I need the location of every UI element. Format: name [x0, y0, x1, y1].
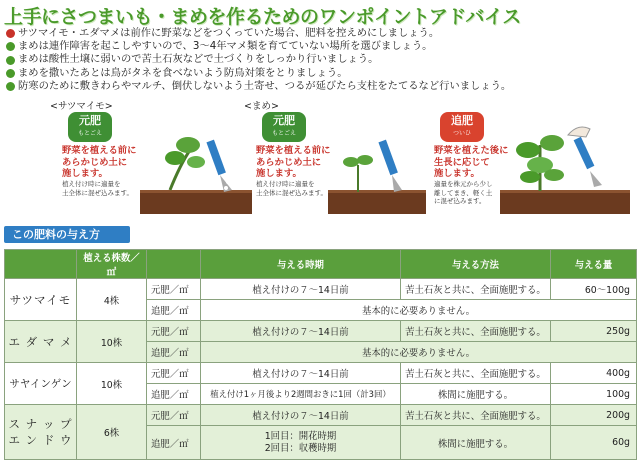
tip-item: まめは連作障害を起こしやすいので、3～4年マメ類を育てていない場所を選びましょう。	[6, 40, 636, 53]
base-fertilizer-note: 植え付け時に適量を 土全体に混ぜ込みます。	[256, 180, 327, 197]
plant-count: 6株	[77, 405, 147, 460]
table-row	[5, 279, 637, 300]
sweet-potato-plant-icon	[150, 120, 250, 195]
table-row	[5, 321, 637, 342]
bullet-icon	[6, 56, 15, 65]
tip-item: まめは酸性土壌に弱いので苦土石灰などで土づくりをしっかり行いましょう。	[6, 53, 636, 66]
table-header-row	[5, 250, 637, 279]
crop-name: ス ナ ッ プ エ ン ド ウ	[5, 405, 77, 460]
bullet-icon	[6, 29, 15, 38]
tip-item: まめを撒いたあとは鳥がタネを食べないよう防鳥対策をとりましょう。	[6, 67, 636, 80]
timing-cell: 植え付けの７～14日前	[201, 363, 401, 384]
crop-name: サツマイモ	[5, 279, 77, 321]
bean-label: <まめ>	[244, 101, 279, 112]
base-fertilizer-text: 野菜を植える前に あらかじめ土に 施します。	[256, 145, 331, 179]
column-header: 与える方法	[401, 250, 551, 279]
grown-plant-icon	[510, 115, 630, 195]
amount-cell: 400g	[551, 363, 637, 384]
column-header: 植える株数／㎡	[77, 250, 147, 279]
column-header	[5, 250, 77, 279]
fertilizer-usage-table	[4, 249, 637, 460]
column-header: 与える量	[551, 250, 637, 279]
note-cell: 基本的に必要ありません。	[201, 342, 637, 363]
bean-sprout-icon	[336, 130, 426, 195]
base-fertilizer-text: 野菜を植える前に あらかじめ土に 施します。	[62, 145, 137, 179]
fertilizer-type: 元肥／㎡	[147, 405, 201, 426]
sweet-potato-label: <サツマイモ>	[50, 101, 113, 112]
note-cell: 基本的に必要ありません。	[201, 300, 637, 321]
top-dressing-text: 野菜を植えた後に 生長に応じて 施します。	[434, 145, 509, 179]
fertilizer-type: 元肥／㎡	[147, 363, 201, 384]
column-header	[147, 250, 201, 279]
amount-cell: 60～100g	[551, 279, 637, 300]
method-cell: 株間に施肥する。	[401, 426, 551, 460]
tip-item: 防寒のために敷きわらやマルチ、倒伏しないよう土寄せ、つるが延びたら支柱をたてるなど行いましょう。	[6, 80, 636, 93]
plant-count: 10株	[77, 363, 147, 405]
crop-name: サヤインゲン	[5, 363, 77, 405]
method-cell: 株間に施肥する。	[401, 384, 551, 405]
plant-count: 4株	[77, 279, 147, 321]
bullet-icon	[6, 42, 15, 51]
tip-item: サツマイモ・エダマメは前作に野菜などをつくっていた場合、肥料を控えめにしましょう。	[6, 27, 636, 40]
table-row	[5, 405, 637, 426]
base-fertilizer-badge: 元肥 もとごえ	[68, 112, 112, 142]
fertilizer-type: 追肥／㎡	[147, 342, 201, 363]
method-cell: 苦土石灰と共に、全面施肥する。	[401, 405, 551, 426]
bullet-icon	[6, 82, 15, 91]
amount-cell: 60g	[551, 426, 637, 460]
method-cell: 苦土石灰と共に、全面施肥する。	[401, 363, 551, 384]
tips-list	[6, 27, 636, 93]
timing-cell: 植え付けの７～14日前	[201, 321, 401, 342]
timing-cell: 植え付けの７～14日前	[201, 279, 401, 300]
bullet-icon	[6, 69, 15, 78]
usage-section-title: この肥料の与え方	[4, 226, 130, 243]
table-row	[5, 363, 637, 384]
amount-cell: 200g	[551, 405, 637, 426]
amount-cell: 100g	[551, 384, 637, 405]
fertilizer-type: 元肥／㎡	[147, 279, 201, 300]
method-cell: 苦土石灰と共に、全面施肥する。	[401, 321, 551, 342]
fertilizer-type: 追肥／㎡	[147, 300, 201, 321]
timing-cell: 1回目：開花時期 2回目：収穫時期	[201, 426, 401, 460]
method-cell: 苦土石灰と共に、全面施肥する。	[401, 279, 551, 300]
fertilizer-type: 元肥／㎡	[147, 321, 201, 342]
timing-cell: 植え付け1ヶ月後より2週間おきに1回（計3回）	[201, 384, 401, 405]
column-header: 与える時期	[201, 250, 401, 279]
base-fertilizer-badge: 元肥 もとごえ	[262, 112, 306, 142]
amount-cell: 250g	[551, 321, 637, 342]
timing-cell: 植え付けの７～14日前	[201, 405, 401, 426]
fertilizer-type: 追肥／㎡	[147, 426, 201, 460]
base-fertilizer-note: 植え付け時に適量を 土全体に混ぜ込みます。	[62, 180, 133, 197]
plant-count: 10株	[77, 321, 147, 363]
top-dressing-badge: 追肥 ついひ	[440, 112, 484, 142]
page-title: 上手にさつまいも・まめを作るためのワンポイントアドバイス	[4, 6, 521, 28]
top-dressing-note: 適量を株元から少し 離してまき、軽く土 に混ぜ込みます。	[434, 180, 493, 205]
crop-name: エ ダ マ メ	[5, 321, 77, 363]
fertilizer-type: 追肥／㎡	[147, 384, 201, 405]
